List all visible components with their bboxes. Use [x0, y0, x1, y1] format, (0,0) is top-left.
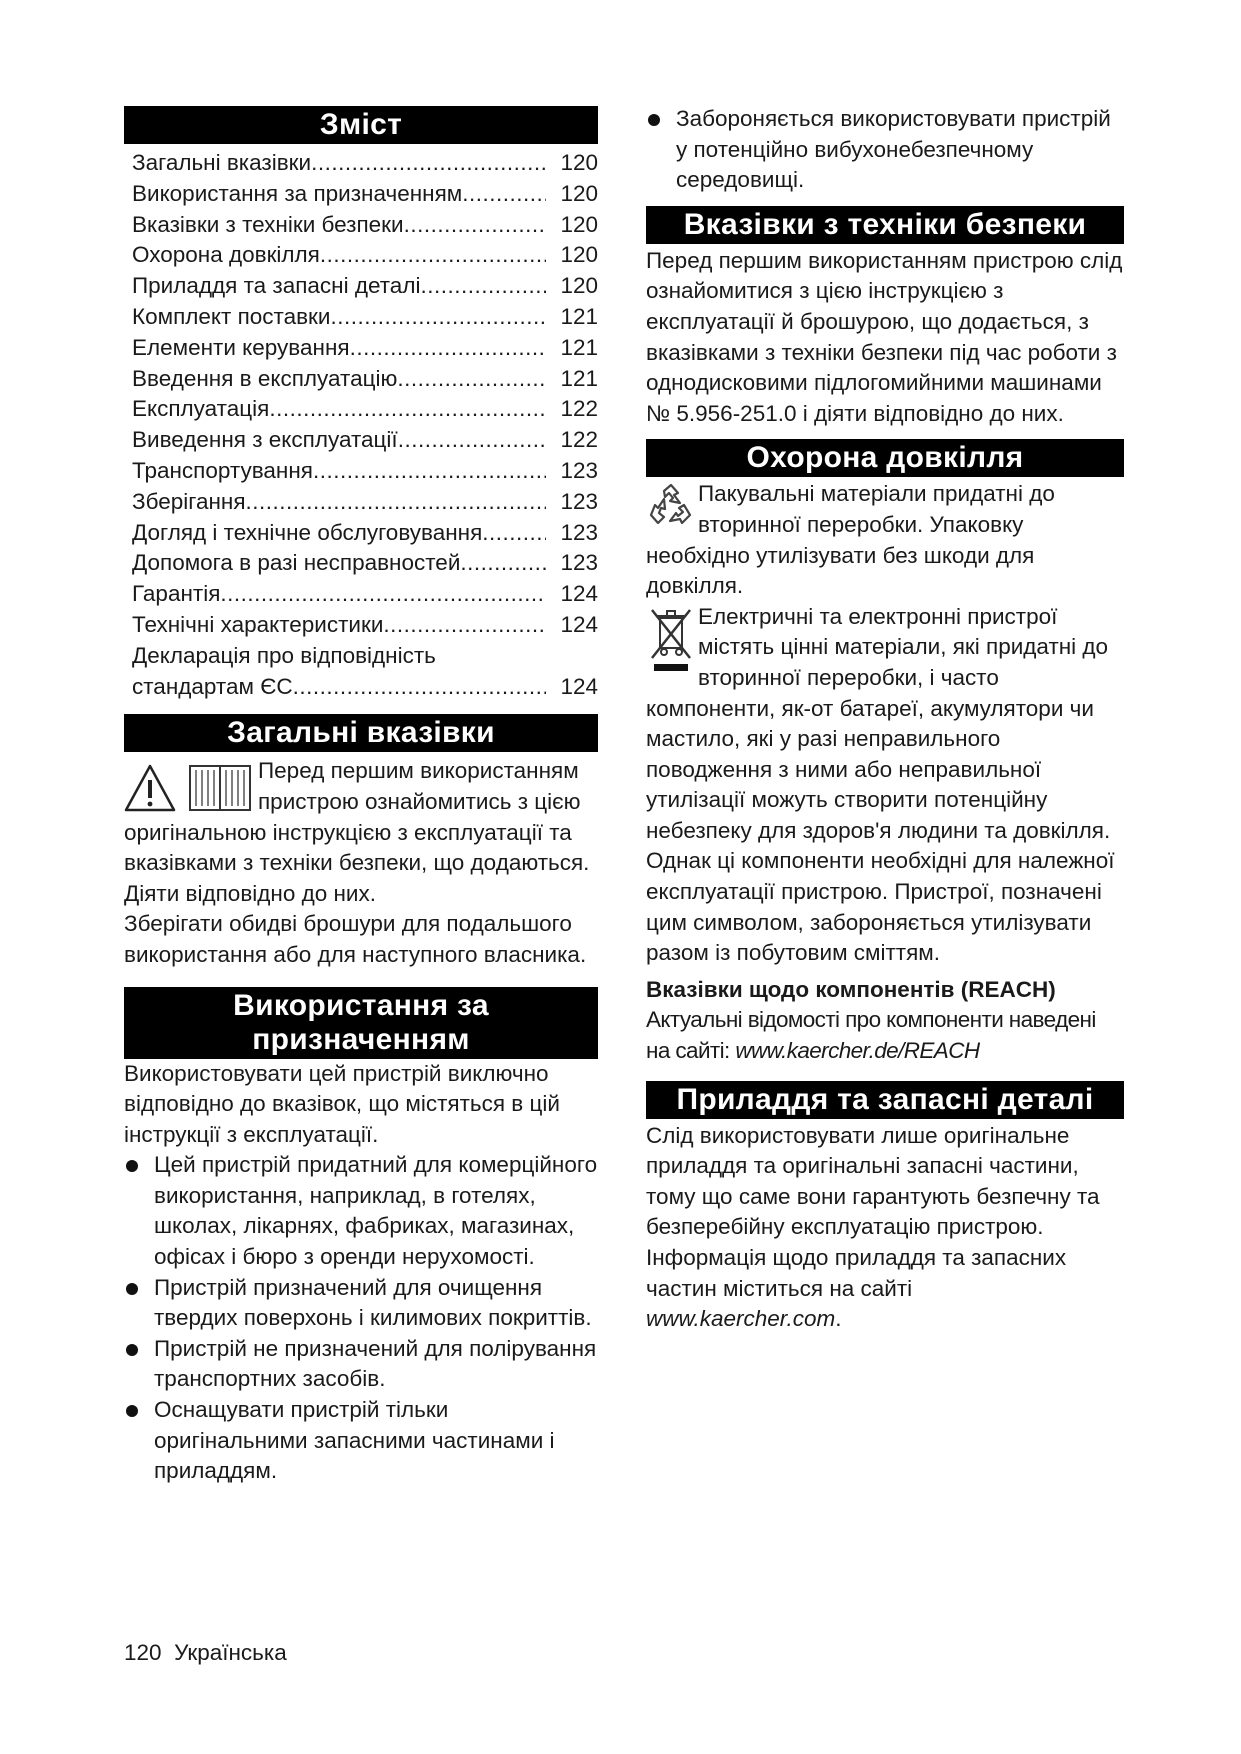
toc-entry: [132, 518, 598, 549]
usage-bullet-list-cont: [646, 104, 1124, 196]
right-column: [646, 104, 1124, 1335]
toc-heading: Зміст: [124, 106, 598, 144]
reach-heading: Вказівки щодо компонентів (REACH): [646, 976, 1056, 1002]
toc-entry: [132, 487, 598, 518]
general-text-2: Зберігати обидві брошури для подальшого використання або для наступного власника.: [124, 911, 587, 967]
recycle-text: Пакувальні матеріали придатні до вторинної переробки. Упаковку необхідно утилізувати без шкоди для довкілля.: [646, 481, 1055, 599]
toc-entry-page: 121: [560, 334, 598, 360]
toc-entry-title: Виведення з експлуатації: [132, 427, 398, 453]
table-of-contents: [132, 148, 598, 702]
reach-text: [646, 1005, 1124, 1066]
toc-entry-title: Приладдя та запасні деталі: [132, 273, 421, 299]
toc-leader: [462, 179, 546, 210]
toc-entry-title: Охорона довкілля: [132, 242, 320, 268]
toc-entry-page: 123: [560, 550, 598, 576]
toc-leader: [293, 672, 546, 703]
list-item: Пристрій призначений для очищення твердих поверхонь і килимових покриттів.: [124, 1273, 598, 1334]
toc-entry-title: Гарантія: [132, 581, 221, 607]
usage-heading: [124, 987, 598, 1059]
toc-entry: [132, 456, 598, 487]
accessories-text-2-body: Інформація щодо приладдя та запасних частин міститься на сайті: [646, 1245, 1067, 1301]
toc-entry-page: 121: [560, 303, 598, 329]
warning-manual-icons: [124, 760, 258, 816]
toc-entry-title: Комплект поставки: [132, 303, 331, 329]
toc-entry-page: 120: [560, 211, 598, 237]
toc-entry-title: Зберігання: [132, 488, 246, 514]
toc-entry-page: 124: [560, 611, 598, 637]
toc-entry-page: 120: [560, 242, 598, 268]
toc-entry: [132, 579, 598, 610]
toc-leader: [269, 394, 546, 425]
environment-heading: Охорона довкілля: [646, 439, 1124, 477]
safety-text: Перед першим використанням пристрою слід ознайомитися з цією інструкцією з експлуатації й брошурою, що додається, з вказівками з техніки безпеки під час роботи з однодисковими підлогомийними машинами № 5.956-251.0 і діяти відповідно до них.: [646, 247, 1123, 426]
toc-entry-page: 121: [560, 365, 598, 391]
toc-leader: [397, 364, 546, 395]
toc-entry: [132, 179, 598, 210]
page-footer: [124, 1640, 287, 1666]
toc-entry-page: 123: [560, 519, 598, 545]
toc-entry-page: 124: [560, 673, 598, 699]
page-number: 120: [124, 1640, 162, 1665]
accessories-text-1: Слід використовувати лише оригінальне приладдя та оригінальні запасні частини, тому що саме вони гарантують безпечну та безперебійну експлуатацію пристрою.: [646, 1122, 1100, 1240]
toc-leader: [398, 425, 546, 456]
toc-leader: [482, 518, 546, 549]
toc-leader: [330, 302, 546, 333]
toc-entry-title: Загальні вказівки: [132, 150, 312, 175]
toc-entry-page: 120: [560, 180, 598, 206]
accessories-link-suffix: .: [835, 1306, 842, 1332]
list-item: Цей пристрій придатний для комерційного використання, наприклад, в готелях, школах, лікарнях, фабриках, магазинах, офісах і бюро з оренди нерухомості.: [124, 1150, 598, 1272]
toc-entry-title: Догляд і технічне обслуговування: [132, 519, 483, 545]
toc-entry: [132, 333, 598, 364]
toc-leader: [246, 487, 546, 518]
accessories-text-2: [646, 1243, 1124, 1335]
safety-heading: Вказівки з техніки безпеки: [646, 206, 1124, 244]
toc-entry-page: 124: [560, 581, 598, 607]
toc-entry: [132, 148, 598, 179]
toc-entry: [132, 548, 598, 579]
usage-bullet-list: [124, 1150, 598, 1487]
accessories-link[interactable]: www.kaercher.com: [646, 1306, 836, 1332]
toc-entry-page: 120: [560, 150, 598, 175]
toc-leader: [311, 148, 546, 179]
toc-entry-title: Вказівки з техніки безпеки: [132, 211, 404, 237]
usage-heading-line1: Використання за: [233, 988, 489, 1022]
list-item: Оснащувати пристрій тільки оригінальними запасними частинами і приладдям.: [124, 1395, 598, 1487]
toc-entry-page: 123: [560, 457, 598, 483]
toc-leader: [404, 210, 546, 241]
recycle-icon: [646, 481, 698, 539]
toc-entry: [132, 271, 598, 302]
general-text-1: Перед першим використанням пристрою ознайомитись з цією оригінальною інструкцією з експлуатації та вказівками з техніки безпеки, що додаються. Діяти відповідно до них.: [124, 758, 590, 906]
usage-intro: Використовувати цей пристрій виключно відповідно до вказівок, що містяться в цій інструкції з експлуатації.: [124, 1060, 560, 1147]
reach-text-body: Актуальні відомості про компоненти наведені на сайті:: [646, 1007, 1096, 1064]
toc-entry-title: Використання за призначенням: [132, 180, 463, 206]
toc-entry-page: 123: [560, 488, 598, 514]
toc-entry: [132, 394, 598, 425]
toc-leader: [220, 579, 546, 610]
toc-entry: [132, 240, 598, 271]
usage-heading-line2: призначенням: [252, 1022, 470, 1056]
toc-entry-title: Транспортування: [132, 457, 313, 483]
toc-leader: [320, 240, 546, 271]
warning-book-icon: [124, 760, 258, 816]
weee-bin-icon: [646, 604, 698, 692]
toc-entry: [132, 425, 598, 456]
toc-entry: [132, 364, 598, 395]
reach-link[interactable]: www.kaercher.de/REACH: [735, 1038, 980, 1064]
toc-leader: [420, 271, 546, 302]
toc-entry: [132, 302, 598, 333]
toc-entry-title: Елементи керування: [132, 334, 350, 360]
toc-entry-page: 120: [560, 273, 598, 299]
toc-entry: [132, 210, 598, 241]
toc-entry-title: Технічні характеристики: [132, 611, 384, 637]
toc-leader: [313, 456, 546, 487]
weee-text: Електричні та електронні пристрої містять цінні матеріали, які придатні до вторинної переробки, і часто компоненти, як-от батареї, акумулятори чи мастило, які у разі неправильного поводження з ними або неправильної утилізації можуть створити потенційну небезпеку для здоров'я людини та довкілля. Однак ці компоненти необхідні для належної експлуатації пристрою. Пристрої, позначені цим символом, забороняється утилізувати разом із побутовим сміттям.: [646, 603, 1115, 966]
toc-entry-page: 122: [560, 427, 598, 453]
toc-leader: [460, 548, 546, 579]
toc-entry-title: Введення в експлуатацію: [132, 365, 398, 391]
toc-entry-page: 122: [560, 396, 598, 422]
accessories-heading: Приладдя та запасні деталі: [646, 1081, 1124, 1119]
toc-entry: [132, 610, 598, 641]
list-item: Пристрій не призначений для полірування транспортних засобів.: [124, 1334, 598, 1395]
toc-leader: [383, 610, 546, 641]
toc-entry-title: стандартам ЄС: [132, 673, 293, 699]
list-item: Забороняється використовувати пристрій у потенційно вибухонебезпечному середовищі.: [646, 104, 1124, 196]
toc-entry-title: Допомога в разі несправностей: [132, 550, 461, 576]
toc-entry: [132, 672, 598, 703]
footer-language: Українська: [174, 1640, 287, 1665]
general-heading: Загальні вказівки: [124, 714, 598, 752]
toc-entry-title: Експлуатація: [132, 396, 270, 422]
toc-entry-last-line1: Декларація про відповідність: [132, 642, 436, 668]
left-column: [124, 106, 598, 1487]
toc-leader: [350, 333, 546, 364]
